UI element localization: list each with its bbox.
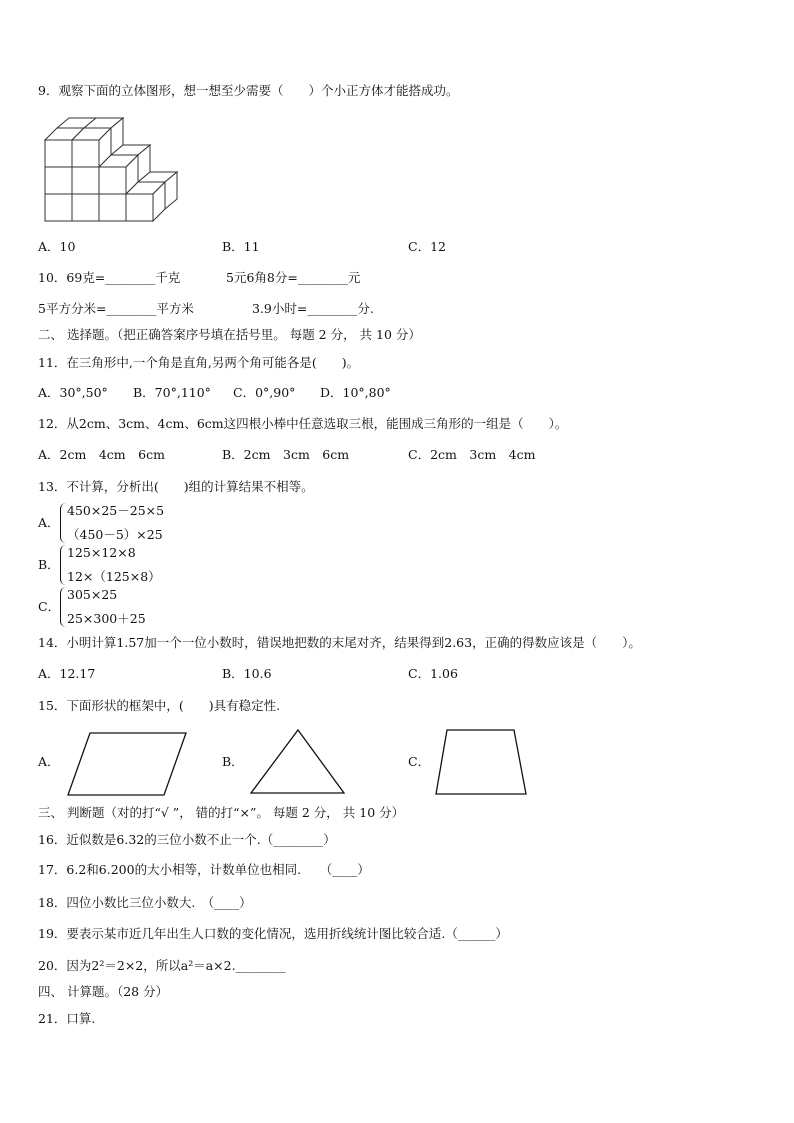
q13-a-expr2: （450－5）×25: [67, 527, 163, 542]
q10-part-d: 3.9小时=________分.: [252, 301, 374, 316]
q9-option-a[interactable]: A．10: [38, 239, 76, 254]
q12-option-a[interactable]: A．2cm 4cm 6cm: [38, 447, 165, 462]
q20-text: 20．因为2²＝2×2，所以a²＝a×2.________: [38, 958, 286, 973]
q15-text: 15．下面形状的框架中，( )具有稳定性.: [38, 698, 281, 713]
q13-b-brace: [60, 545, 66, 585]
q13-a-expr1: 450×25－25×5: [67, 503, 165, 518]
q14-text: 14．小明计算1.57加一个一位小数时，错误地把数的末尾对齐，结果得到2.63，正确的得数应该是（ ）。: [38, 635, 641, 650]
q10-part-a: 10．69克=________千克: [38, 270, 181, 285]
q15-option-a[interactable]: A．: [38, 754, 60, 769]
q9-option-b[interactable]: B．11: [222, 239, 260, 254]
q15-option-b[interactable]: B．: [222, 754, 244, 769]
triangle-shape: [248, 727, 348, 797]
q15-option-c[interactable]: C．: [408, 754, 431, 769]
section-2-heading: 二、 选择题。（把正确答案序号填在括号里。 每题 2 分， 共 10 分）: [38, 327, 421, 342]
q13-c-brace: [60, 587, 66, 627]
q10-part-b: 5元6角8分=________元: [226, 270, 361, 285]
q12-option-c[interactable]: C．2cm 3cm 4cm: [408, 447, 536, 462]
q13-a-brace: [60, 503, 66, 543]
q14-option-c[interactable]: C．1.06: [408, 666, 458, 681]
q17-text: 17．6.2和6.200的大小相等，计数单位也相同. （____）: [38, 862, 370, 877]
q13-c-expr2: 25×300＋25: [67, 611, 146, 626]
q11-text: 11．在三角形中,一个角是直角,另两个角可能各是( )。: [38, 355, 360, 370]
q13-option-a-label[interactable]: A．: [38, 515, 60, 530]
q21-text: 21．口算.: [38, 1011, 96, 1026]
q9-text: 9．观察下面的立体图形，想一想至少需要（ ）个小正方体才能搭成功。: [38, 83, 459, 98]
trapezoid-shape: [434, 727, 534, 797]
q12-option-b[interactable]: B．2cm 3cm 6cm: [222, 447, 350, 462]
q11-option-b[interactable]: B．70°,110°: [133, 385, 211, 400]
q12-text: 12．从2cm、3cm、4cm、6cm这四根小棒中任意选取三根，能围成三角形的一组是（ ）。: [38, 416, 568, 431]
section-4-heading: 四、 计算题。（28 分）: [38, 984, 169, 999]
q13-option-c-label[interactable]: C．: [38, 599, 61, 614]
q14-option-b[interactable]: B．10.6: [222, 666, 272, 681]
parallelogram-shape: [66, 729, 190, 799]
section-3-heading: 三、 判断题（对的打“√ ”， 错的打“×”。 每题 2 分， 共 10 分）: [38, 805, 405, 820]
q19-text: 19．要表示某市近几年出生人口数的变化情况，选用折线统计图比较合适.（______）: [38, 926, 508, 941]
q11-option-d[interactable]: D．10°,80°: [320, 385, 391, 400]
q16-text: 16．近似数是6.32的三位小数不止一个.（________）: [38, 832, 336, 847]
q11-option-a[interactable]: A．30°,50°: [38, 385, 108, 400]
q13-c-expr1: 305×25: [67, 587, 118, 602]
q13-b-expr1: 125×12×8: [67, 545, 136, 560]
q11-option-c[interactable]: C．0°,90°: [233, 385, 296, 400]
q13-text: 13．不计算，分析出( )组的计算结果不相等。: [38, 479, 314, 494]
q14-option-a[interactable]: A．12.17: [38, 666, 96, 681]
q13-option-b-label[interactable]: B．: [38, 557, 60, 572]
q18-text: 18．四位小数比三位小数大. （____）: [38, 895, 252, 910]
q13-b-expr2: 12×（125×8）: [67, 569, 161, 584]
q10-part-c: 5平方分米=________平方米: [38, 301, 194, 316]
q9-option-c[interactable]: C．12: [408, 239, 446, 254]
cube-stack-figure: [42, 116, 162, 228]
